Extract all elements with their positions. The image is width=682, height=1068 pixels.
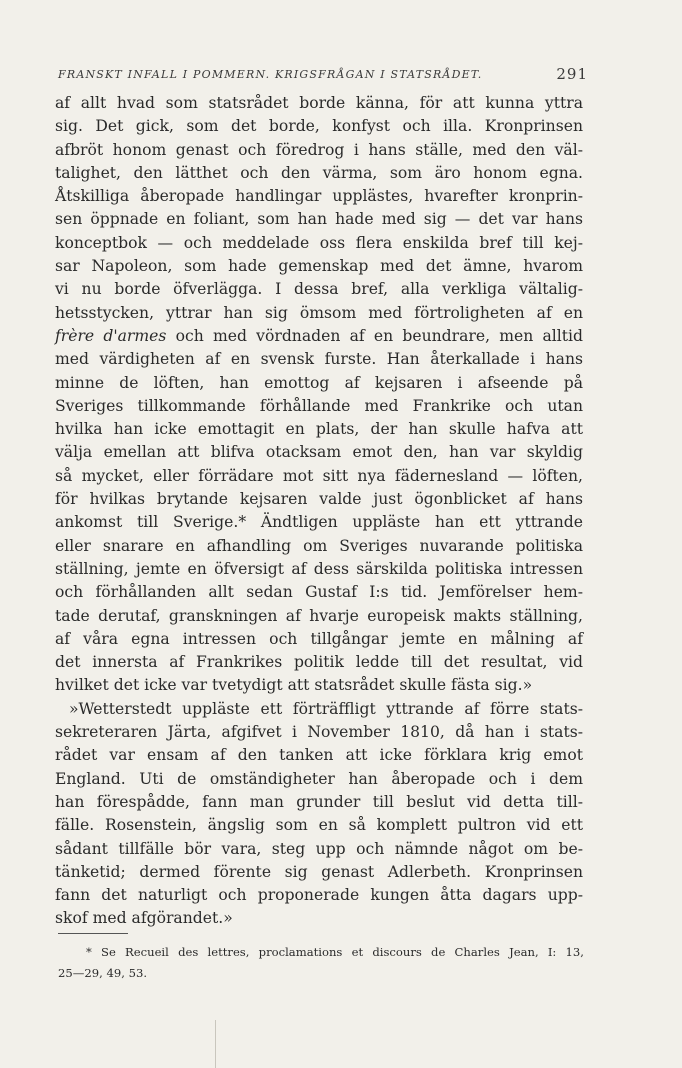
running-head bbox=[58, 65, 588, 83]
body-line: sig. Det gick, som det borde, konfyst och illa. Kronprinsen bbox=[55, 117, 583, 136]
body-line: hvilka han icke emottagit en plats, der han skulle hafva att bbox=[55, 420, 583, 439]
body-line: med värdigheten af en svensk furste. Han återkallade i hans bbox=[55, 350, 583, 369]
body-line: rådet var ensam af den tanken att icke förklara krig emot bbox=[55, 746, 583, 765]
body-line: hvilket det icke var tvetydigt att statsrådet skulle fästa sig.» bbox=[55, 676, 533, 695]
line-continuation: och med vördnaden af en beundrare, men alltid bbox=[175, 326, 583, 345]
body-line: fann det naturligt och proponerade kungen åtta dagars upp- bbox=[55, 886, 583, 905]
body-line: för hvilkas brytande kejsaren valde just ögonblicket af hans bbox=[55, 490, 583, 509]
body-line: »Wetterstedt uppläste ett förträffligt yttrande af förre stats- bbox=[69, 699, 583, 718]
body-line: sen öppnade en foliant, som han hade med sig — det var hans bbox=[55, 210, 583, 229]
body-line: minne de löften, han emottog af kejsaren i afseende på bbox=[55, 373, 583, 392]
body-line: det innersta af Frankrikes politik ledde till det resultat, vid bbox=[55, 653, 583, 672]
body-line: tänketid; dermed förente sig genast Adlerbeth. Kronprinsen bbox=[55, 862, 583, 881]
footnote-line: * Se Recueil des lettres, proclamations et discours de Charles Jean, I: 13, bbox=[86, 945, 584, 959]
body-line: tade derutaf, granskningen af hvarje europeisk makts ställning, bbox=[55, 606, 583, 625]
body-line: ställning, jemte en öfversigt af dess särskilda politiska intressen bbox=[55, 559, 583, 578]
body-line: skof med afgörandet.» bbox=[55, 909, 233, 928]
body-line: England. Uti de omständigheter han åberopade och i dem bbox=[55, 769, 583, 788]
body-line: sådant tillfälle bör vara, steg upp och nämnde något om be- bbox=[55, 839, 583, 858]
body-line: vi nu borde öfverlägga. I dessa bref, alla verkliga vältalig- bbox=[55, 280, 583, 299]
body-line: välja emellan att blifva otacksam emot den, han var skyldig bbox=[55, 443, 583, 462]
body-line: Sveriges tillkommande förhållande med Frankrike och utan bbox=[55, 396, 583, 415]
page-number: 291 bbox=[556, 65, 588, 83]
body-line: och förhållanden allt sedan Gustaf I:s tid. Jemförelser hem- bbox=[55, 583, 583, 602]
body-line: sar Napoleon, som hade gemenskap med det ämne, hvarom bbox=[55, 257, 583, 276]
running-title: FRANSKT INFALL I POMMERN. KRIGSFRÅGAN I STATSRÅDET. bbox=[58, 68, 483, 81]
footnote-divider bbox=[58, 933, 128, 934]
body-line: så mycket, eller förrädare mot sitt nya fädernesland — löften, bbox=[55, 466, 583, 485]
body-line: hetsstycken, yttrar han sig ömsom med förtroligheten af en bbox=[55, 303, 583, 322]
body-line: konceptbok — och meddelade oss flera enskilda bref till kej- bbox=[55, 233, 583, 252]
body-line: afbröt honom genast och föredrog i hans ställe, med den väl- bbox=[55, 140, 583, 159]
body-line: af våra egna intressen och tillgångar jemte en målning af bbox=[55, 629, 583, 648]
page-edge-mark bbox=[215, 1020, 219, 1068]
italic-phrase: frère d'armes bbox=[55, 326, 167, 345]
footnote-line: 25—29, 49, 53. bbox=[58, 966, 148, 980]
body-line: sekreteraren Järta, afgifvet i November 1810, då han i stats- bbox=[55, 723, 583, 742]
body-text bbox=[55, 92, 583, 931]
body-line bbox=[55, 325, 583, 348]
body-line: ankomst till Sverige.* Ändtligen uppläste han ett yttrande bbox=[55, 513, 583, 532]
footnote bbox=[58, 942, 584, 984]
body-line: talighet, den lätthet och den värma, som äro honom egna. bbox=[55, 163, 583, 182]
body-line: Åtskilliga åberopade handlingar upplästes, hvarefter kronprin- bbox=[55, 187, 583, 206]
body-line: fälle. Rosenstein, ängslig som en så komplett pultron vid ett bbox=[55, 816, 583, 835]
body-line: af allt hvad som statsrådet borde känna, för att kunna yttra bbox=[55, 94, 583, 112]
body-line: han förespådde, fann man grunder till beslut vid detta till- bbox=[55, 792, 583, 811]
body-line: eller snarare en afhandling om Sveriges nuvarande politiska bbox=[55, 536, 583, 555]
